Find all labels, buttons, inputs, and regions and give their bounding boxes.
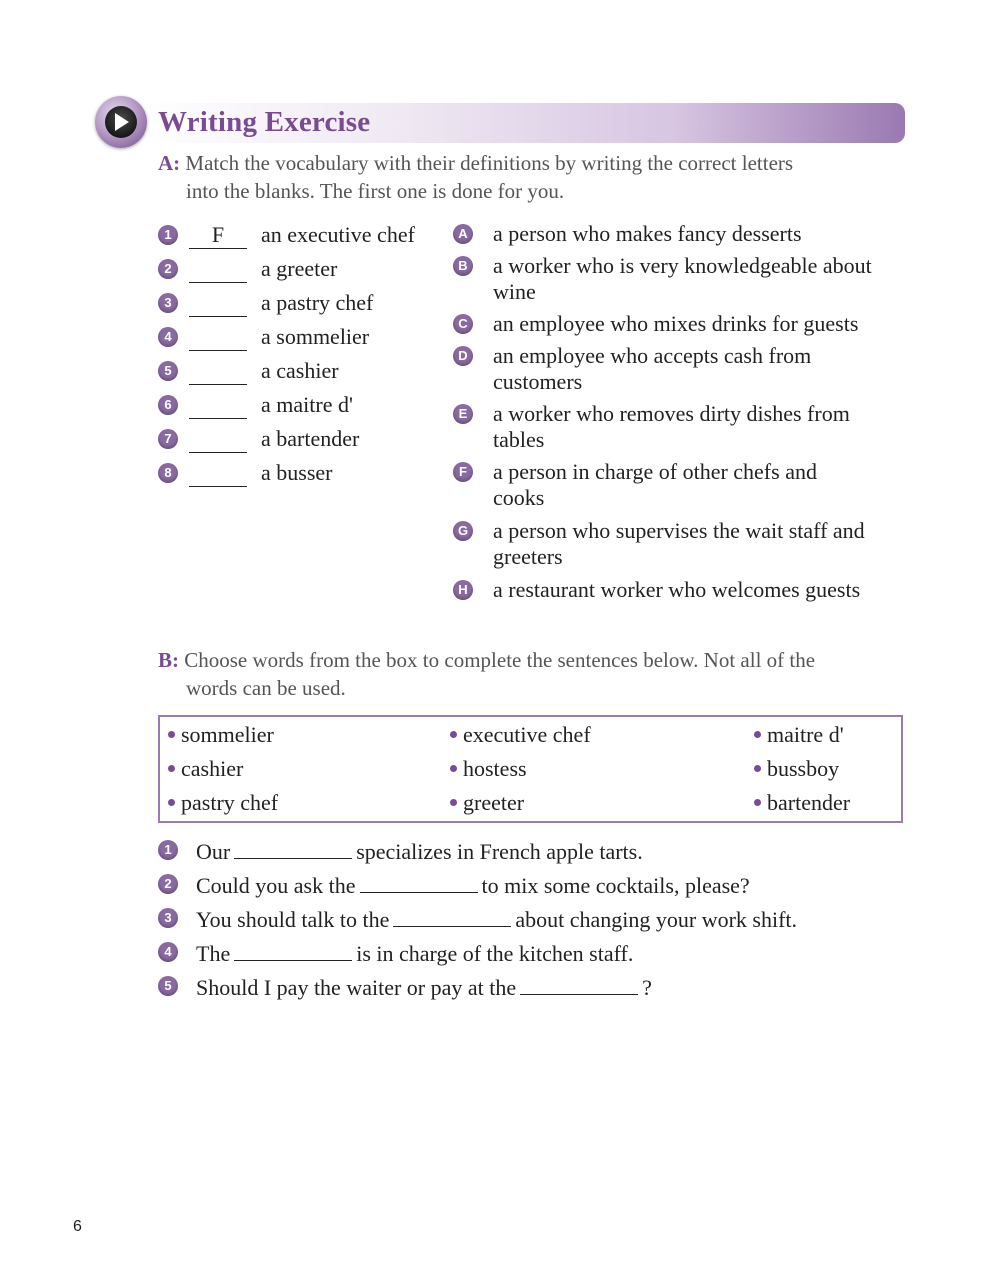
sentence-number-badge: 4 [158, 942, 178, 962]
sentence: The is in charge of the kitchen staff. [196, 938, 633, 967]
definition-text: a restaurant worker who welcomes guests [493, 577, 861, 602]
sentence-number-badge: 3 [158, 908, 178, 928]
sentence: Our specializes in French apple tarts. [196, 836, 643, 865]
word-box-item: cashier [168, 756, 243, 782]
word-box-item: pastry chef [168, 790, 278, 816]
sentence-blank[interactable] [393, 904, 511, 927]
definition-letter-badge: B [453, 256, 473, 276]
sentence-blank[interactable] [234, 836, 352, 859]
term-text: a busser [261, 460, 333, 485]
answer-blank[interactable] [189, 460, 247, 487]
sentence: Could you ask the to mix some cocktails, please? [196, 870, 750, 899]
part-b-label: B: [158, 648, 179, 672]
term-text: an executive chef [261, 222, 415, 247]
answer-blank[interactable] [189, 324, 247, 351]
definition-letter-badge: G [453, 521, 473, 541]
term-number-badge: 3 [158, 293, 178, 313]
term-number-badge: 2 [158, 259, 178, 279]
definition-text: a person who supervises the wait staff and greeters [493, 518, 865, 569]
sentence-blank[interactable] [234, 938, 352, 961]
term-number-badge: 6 [158, 395, 178, 415]
definition-letter-badge: H [453, 580, 473, 600]
word-box-item: bussboy [754, 756, 839, 782]
definition-text: an employee who accepts cash from customers [493, 343, 812, 394]
sentence-blank[interactable] [520, 972, 638, 995]
term-text: a sommelier [261, 324, 370, 349]
term-text: a cashier [261, 358, 339, 383]
definition-text: a person in charge of other chefs and cooks [493, 459, 817, 510]
definition-text: an employee who mixes drinks for guests [493, 311, 859, 336]
page-number: 6 [73, 1218, 82, 1235]
word-box-item: greeter [450, 790, 524, 816]
answer-blank[interactable] [189, 392, 247, 419]
definition-text: a worker who removes dirty dishes from tables [493, 401, 850, 452]
answer-blank[interactable]: F [189, 222, 247, 249]
word-box-item: hostess [450, 756, 527, 782]
answer-blank[interactable] [189, 290, 247, 317]
part-a-label: A: [158, 151, 181, 175]
term-number-badge: 7 [158, 429, 178, 449]
word-box-item: maitre d' [754, 722, 844, 748]
sentence-blank[interactable] [360, 870, 478, 893]
definition-letter-badge: D [453, 346, 473, 366]
part-a-instruction-line1: Match the vocabulary with their definitions by writing the correct letters [185, 151, 794, 175]
definition-letter-badge: A [453, 224, 473, 244]
answer-blank[interactable] [189, 426, 247, 453]
answer-blank[interactable] [189, 358, 247, 385]
sentence-number-badge: 5 [158, 976, 178, 996]
sentence: Should I pay the waiter or pay at the ? [196, 972, 652, 1001]
page-title: Writing Exercise [158, 106, 371, 138]
part-b-instruction-line1: Choose words from the box to complete the sentences below. Not all of the [184, 648, 816, 672]
sentence: You should talk to the about changing your work shift. [196, 904, 797, 933]
definition-letter-badge: F [453, 462, 473, 482]
term-number-badge: 8 [158, 463, 178, 483]
definition-text: a worker who is very knowledgeable about wine [493, 253, 872, 304]
definition-letter-badge: C [453, 314, 473, 334]
definition-text: a person who makes fancy desserts [493, 221, 802, 246]
part-a-instruction-line2: into the blanks. The first one is done for you. [186, 179, 565, 203]
part-a-instruction [158, 149, 918, 205]
word-box-item: sommelier [168, 722, 274, 748]
term-number-badge: 1 [158, 225, 178, 245]
term-text: a bartender [261, 426, 360, 451]
term-text: a greeter [261, 256, 338, 281]
part-b-instruction-line2: words can be used. [186, 676, 346, 700]
definition-letter-badge: E [453, 404, 473, 424]
play-icon[interactable] [95, 96, 147, 148]
term-number-badge: 5 [158, 361, 178, 381]
sentence-number-badge: 2 [158, 874, 178, 894]
part-b-instruction [158, 646, 918, 702]
term-number-badge: 4 [158, 327, 178, 347]
answer-blank[interactable] [189, 256, 247, 283]
term-text: a maitre d' [261, 392, 353, 417]
word-box-item: bartender [754, 790, 850, 816]
word-box-item: executive chef [450, 722, 591, 748]
term-text: a pastry chef [261, 290, 374, 315]
sentence-number-badge: 1 [158, 840, 178, 860]
